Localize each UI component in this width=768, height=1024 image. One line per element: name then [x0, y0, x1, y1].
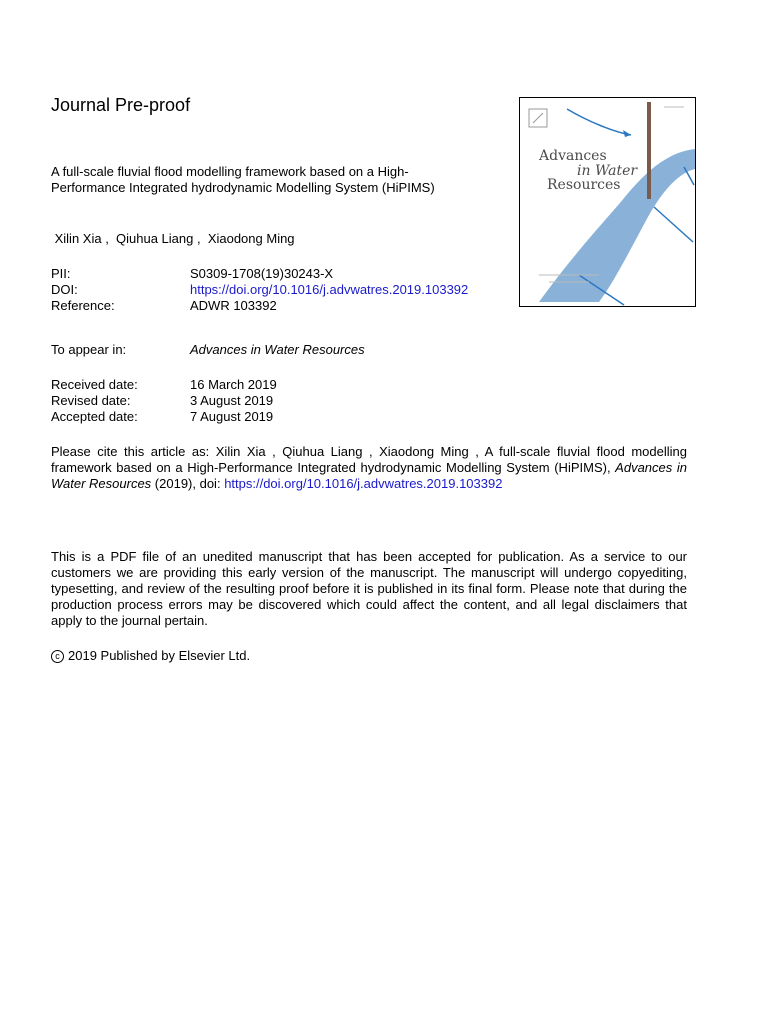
journal-cover [519, 97, 696, 307]
article-title: A full-scale fluvial flood modelling framework based on a High-Performance Integrated hydrodynamic Modelling System (HiPIMS) [51, 164, 435, 195]
pii-value: S0309-1708(19)30243-X [190, 266, 334, 281]
received-label: Received date: [51, 377, 138, 392]
doi-link[interactable]: https://doi.org/10.1016/j.advwatres.2019.103392 [190, 282, 469, 297]
doi-label: DOI: [51, 282, 78, 297]
copyright-text: 2019 Published by Elsevier Ltd. [68, 648, 251, 663]
pii-label: PII: [51, 266, 71, 281]
revised-label: Revised date: [51, 393, 131, 408]
citation-year: (2019), doi: [151, 476, 225, 491]
appear-label: To appear in: [51, 342, 127, 357]
received-value: 16 March 2019 [190, 377, 277, 392]
revised-value: 3 August 2019 [190, 393, 274, 408]
accepted-value: 7 August 2019 [190, 409, 274, 424]
citation-doi-link[interactable]: https://doi.org/10.1016/j.advwatres.2019.103392 [224, 476, 503, 491]
page-heading: Journal Pre-proof [51, 95, 191, 115]
cover-title-line2: in Water [577, 163, 638, 179]
cover-title-line3: Resources [547, 177, 621, 193]
copyright-line [51, 648, 250, 664]
journal-cover-art [519, 97, 696, 307]
reference-value: ADWR 103392 [190, 298, 277, 313]
notice-paragraph: This is a PDF file of an unedited manuscript that has been accepted for publication. As a service to our customers we are providing this early version of the manuscript. The manuscript will undergo copyediting, typesetting, and review of the resulting proof before it is published in its final form. Please note that during the production process errors may be discovered which could affect the content, and all legal disclaimers that apply to the journal pertain. [51, 549, 687, 628]
accepted-label: Accepted date: [51, 409, 138, 424]
copyright-icon: c [51, 650, 64, 663]
citation-paragraph [51, 444, 687, 492]
cover-title-line1: Advances [539, 148, 607, 164]
citation-journal: Advances in Water Resources [51, 460, 687, 491]
citation-text: Please cite this article as: Xilin Xia , Qiuhua Liang , Xiaodong Ming , A full-scale fluvial flood modelling framework based on a High-Performance Integrated hydrodynamic Modelling System (HiPIMS), [51, 444, 687, 475]
article-authors: Xilin Xia , Qiuhua Liang , Xiaodong Ming [51, 231, 295, 246]
reference-label: Reference: [51, 298, 115, 313]
cover-vertical-bar [647, 102, 651, 199]
appear-value: Advances in Water Resources [190, 342, 365, 357]
